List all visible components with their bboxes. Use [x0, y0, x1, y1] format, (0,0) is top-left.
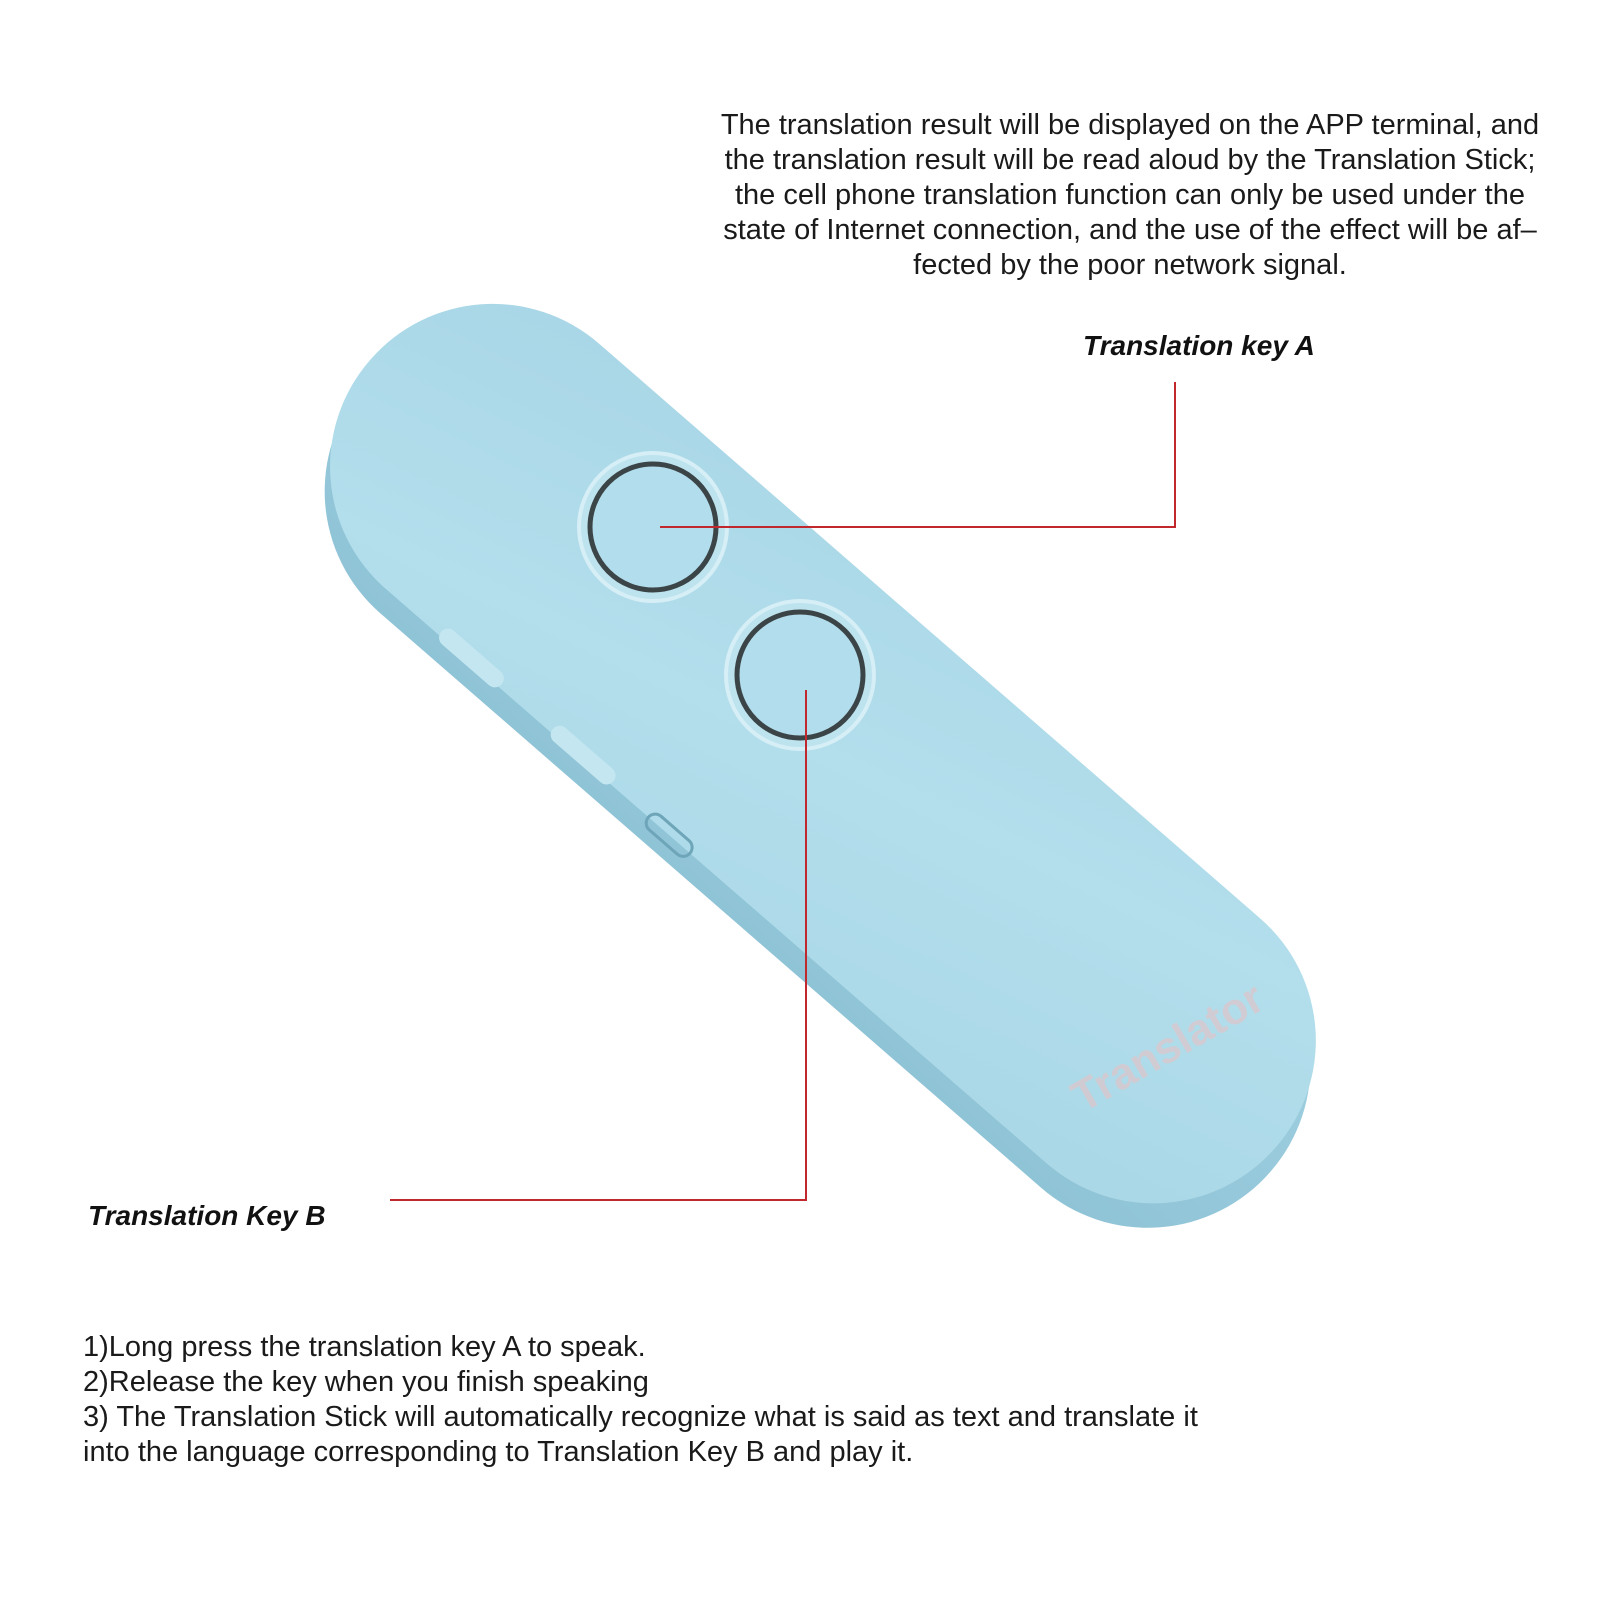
translation-key-b-button[interactable] — [726, 601, 874, 749]
brand-logo-text: Translator — [1063, 973, 1273, 1122]
description-line: fected by the poor network signal. — [913, 249, 1347, 281]
step-line: 3) The Translation Stick will automatically recognize what is said as text and translate it — [83, 1401, 1198, 1433]
description-line: the cell phone translation function can only be used under the — [735, 179, 1525, 211]
translation-key-b-label: Translation Key B — [88, 1200, 326, 1231]
device-top-face — [264, 237, 1383, 1270]
step-line: 1)Long press the translation key A to speak. — [83, 1331, 646, 1363]
translator-device — [249, 237, 1391, 1294]
app-description-text — [680, 108, 1580, 283]
description-line: The translation result will be displayed on the APP terminal, and — [720, 109, 1540, 141]
description-line: state of Internet connection, and the use of the effect will be af– — [723, 214, 1537, 246]
translation-key-a-label: Translation key A — [1083, 330, 1315, 361]
description-line: the translation result will be read aloud by the Translation Stick; — [724, 144, 1536, 176]
step-line: into the language corresponding to Translation Key B and play it. — [83, 1436, 914, 1468]
step-line: 2)Release the key when you finish speaking — [83, 1366, 649, 1398]
usage-steps — [83, 1330, 1483, 1470]
